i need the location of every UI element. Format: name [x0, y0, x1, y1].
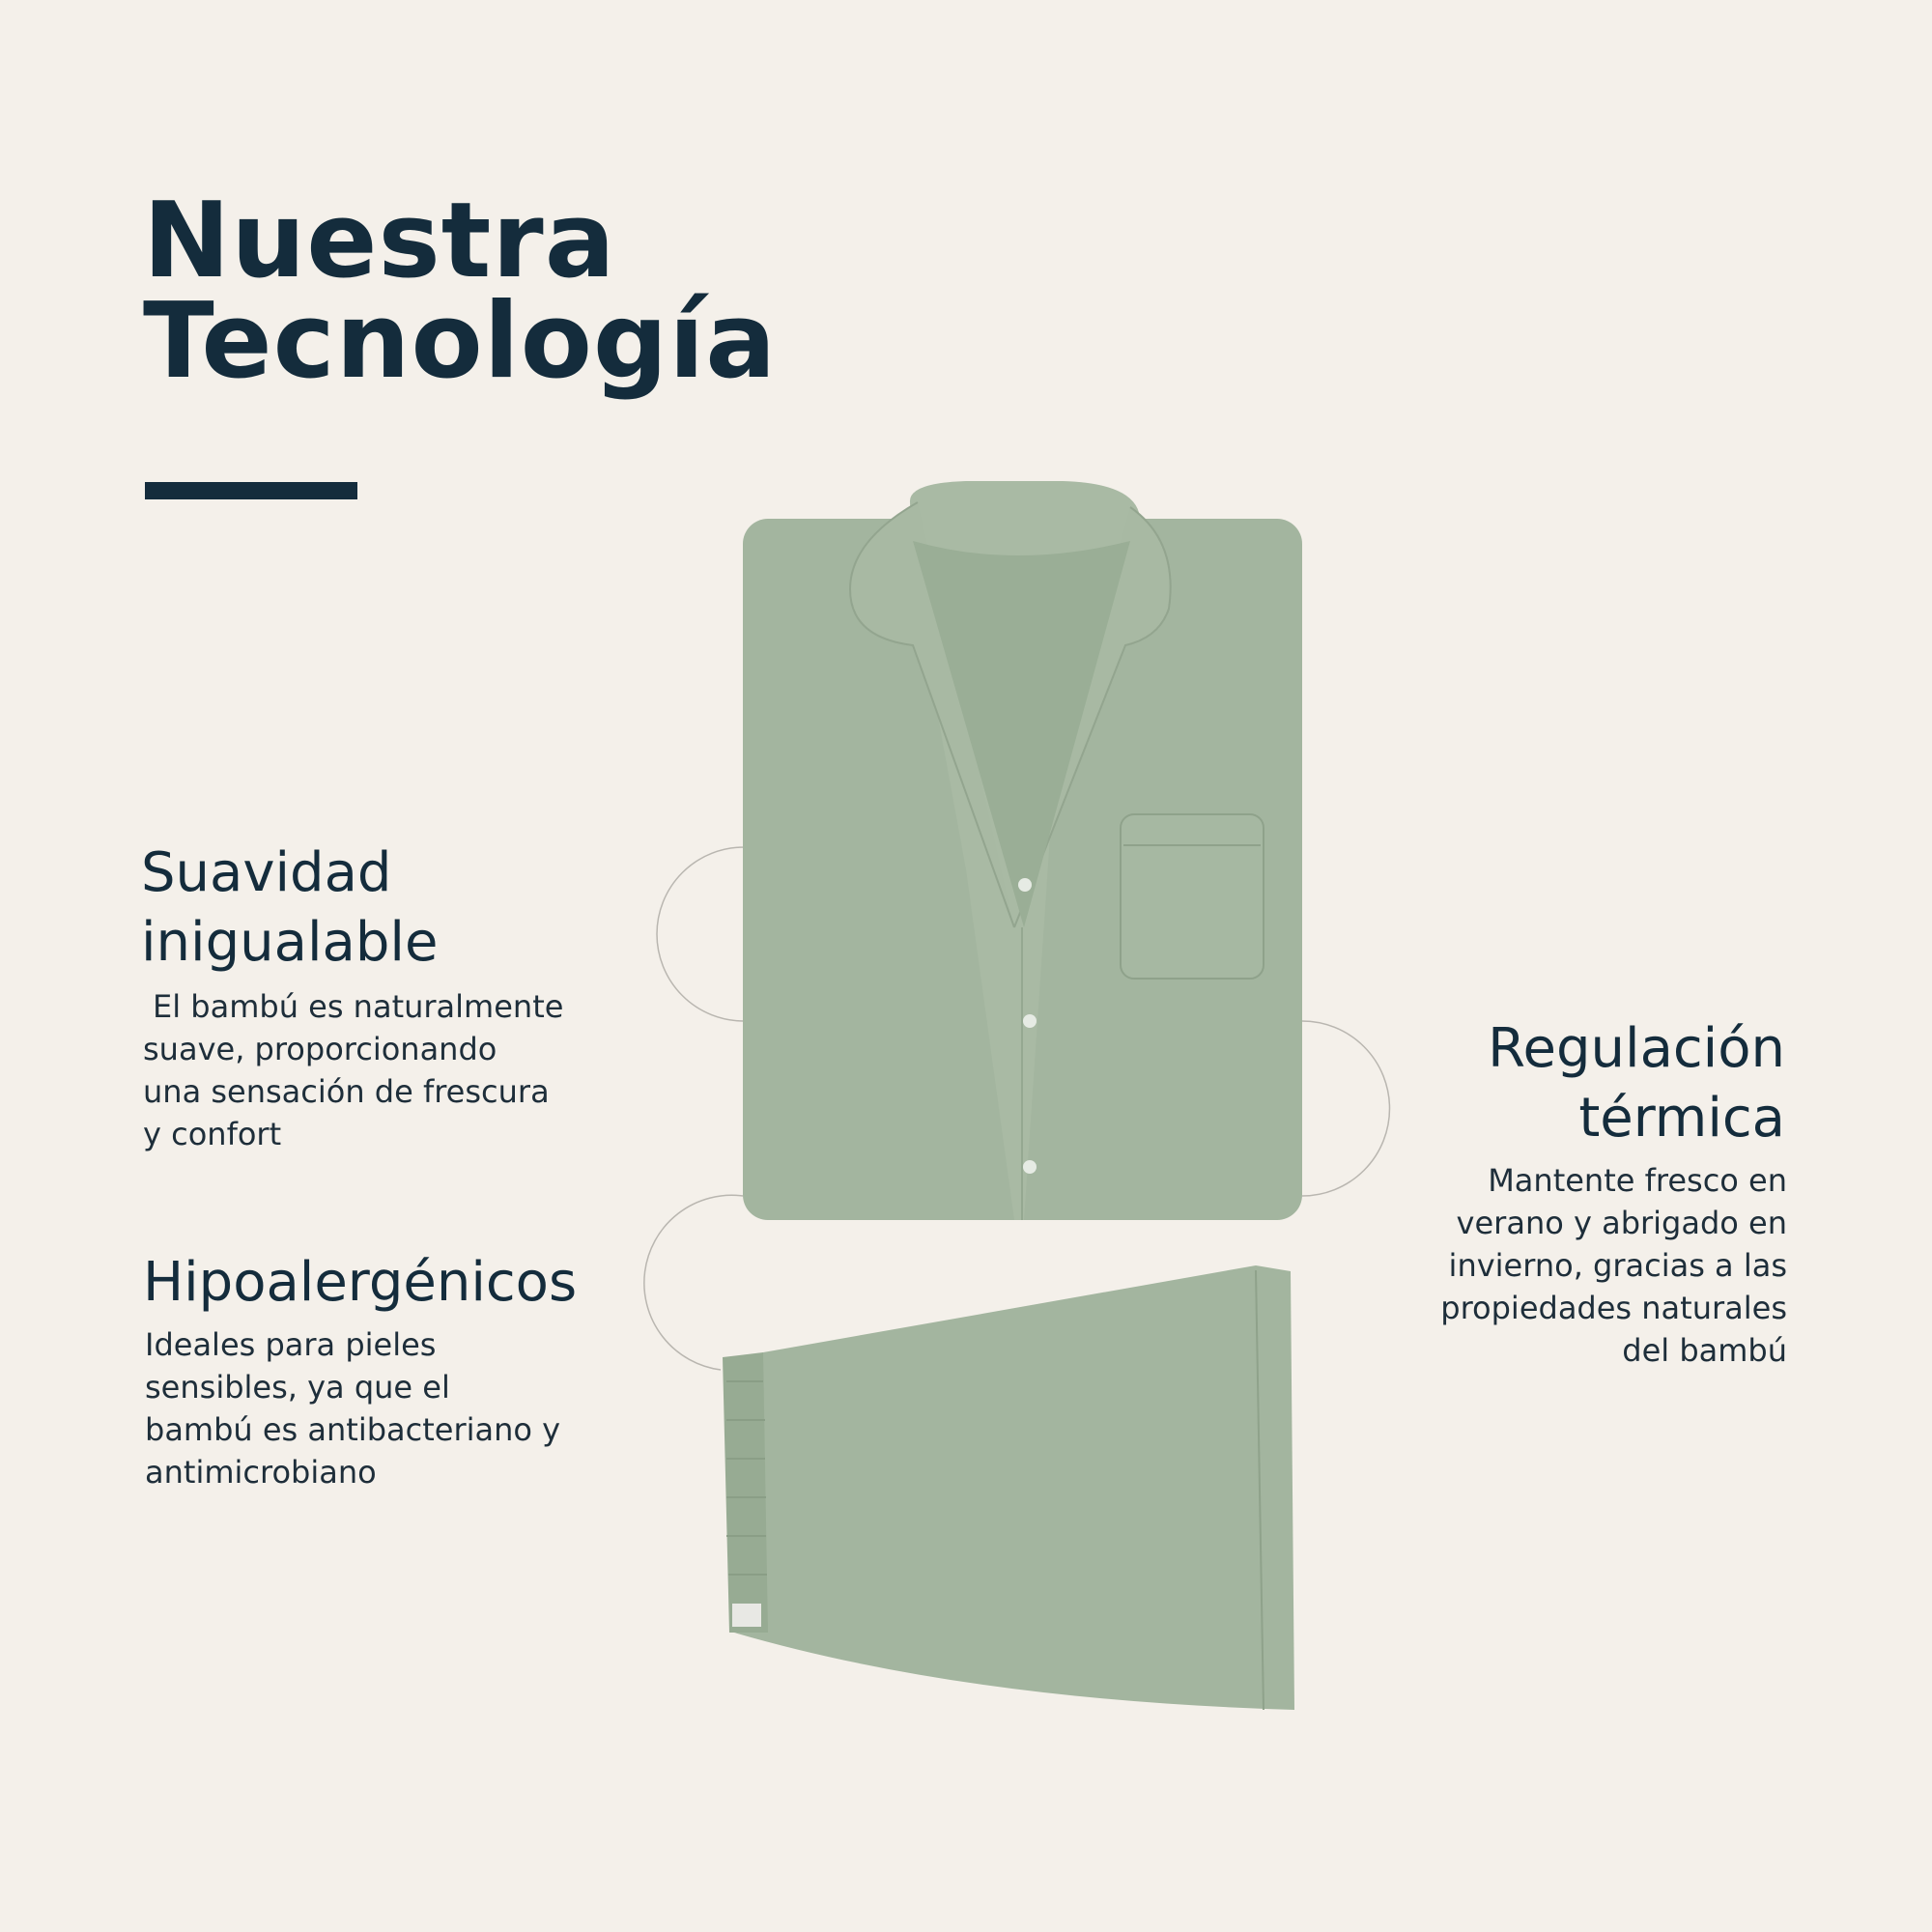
body-line: sensibles, ya que el [145, 1369, 450, 1406]
feature-body-softness [143, 985, 563, 1155]
feature-body-thermal [1440, 1159, 1787, 1372]
body-line: suave, proporcionando [143, 1031, 497, 1067]
heading-line: Hipoalergénicos [143, 1251, 578, 1314]
body-line: una sensación de frescura [143, 1073, 550, 1110]
heading-line: Suavidad [141, 841, 392, 904]
feature-heading-hypoallergenic [143, 1248, 577, 1318]
heading-line: inigualable [141, 911, 439, 974]
heading-line: Regulación [1488, 1017, 1785, 1080]
body-line: propiedades naturales [1440, 1290, 1787, 1326]
body-line: y confort [143, 1116, 282, 1152]
shorts-image [723, 1265, 1294, 1710]
body-line: invierno, gracias a las [1448, 1247, 1787, 1284]
title-line-2: Tecnología [143, 281, 778, 402]
body-line: del bambú [1622, 1332, 1787, 1369]
body-line: antimicrobiano [145, 1454, 377, 1491]
feature-heading-softness [141, 838, 438, 978]
feature-body-hypoallergenic [145, 1323, 560, 1493]
body-line: verano y abrigado en [1456, 1205, 1787, 1241]
shirt-image [743, 481, 1302, 1220]
body-line: El bambú es naturalmente [153, 988, 564, 1025]
feature-heading-thermal [1488, 1014, 1785, 1153]
body-line: bambú es antibacteriano y [145, 1411, 561, 1448]
body-line: Ideales para pieles [145, 1326, 437, 1363]
title-line-1: Nuestra [143, 181, 616, 301]
body-line: Mantente fresco en [1488, 1162, 1787, 1199]
heading-line: térmica [1578, 1087, 1785, 1150]
